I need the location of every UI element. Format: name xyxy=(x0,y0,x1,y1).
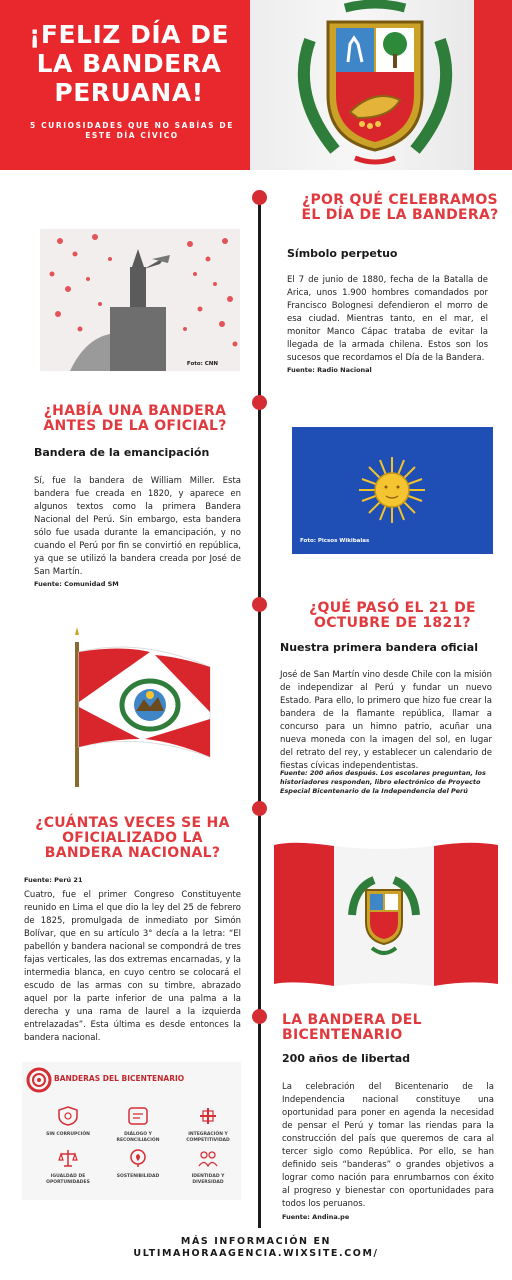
section-heading-4: ¿CUÁNTAS VECES SE HA OFICIALIZADO LA BANDERA NACIONAL? xyxy=(35,815,230,861)
section-heading-3: ¿QUÉ PASÓ EL 21 DE OCTUBRE DE 1821? xyxy=(309,600,476,631)
bicentenario-item-label: IGUALDAD DE OPORTUNIDADES xyxy=(46,1174,90,1185)
bicentenario-item-label: INTEGRACIÓN Y COMPETITIVIDAD xyxy=(186,1132,230,1143)
bicentenario-item xyxy=(40,1148,96,1186)
section-source-1: Fuente: Radio Nacional xyxy=(287,366,372,374)
bolognesi-monument-photo xyxy=(40,229,240,371)
section-subheading-5: 200 años de libertad xyxy=(282,1052,410,1065)
section-body-4: Cuatro, fue el primer Congreso Constituyente reunido en Lima el que dio la ley del 25 de febrero de 1825, promulgada de inmediato por Simón Bolívar, que en su artículo 3° decía a la letra: “El pabellón y bandera nacional se compondrá de tres fajas verticales, las dos extremas encarnadas, y la intermedia blanca, en cuyo centro se colocará el escudo de las armas con su timbre, abrazado aquel por la parte inferior de una palma a la derecha y una rama de laurel a la izquierda entrelazadas”. Esta última es desde entonces la bandera nacional. xyxy=(24,890,241,1043)
scales-icon xyxy=(57,1148,79,1168)
section-body-2: Sí, fue la bandera de William Miller. Esta bandera fue creada en 1820, y aparece en algunos textos como la primera Bandera Nacional del Perú. Sin embargo, esta bandera sólo fue usada durante la emancipación, y no cuando el Perú por fin se convirtió en república, ya que se utilizó la bandera creada por José de San Martín. xyxy=(34,476,241,577)
bicentenario-card-title: BANDERAS DEL BICENTENARIO xyxy=(54,1074,185,1083)
timeline-line xyxy=(258,198,261,1228)
page-subtitle: 5 CURIOSIDADES QUE NO SABÍAS DE ESTE DÍA CÍVICO xyxy=(30,121,234,140)
coat-of-arms-photo xyxy=(250,0,512,170)
section-heading-2: ¿HABÍA UNA BANDERA ANTES DE LA OFICIAL? xyxy=(43,403,227,434)
timeline-dot xyxy=(252,190,267,205)
section-subheading-2: Bandera de la emancipación xyxy=(34,446,210,459)
bicentenario-item-label: DIÁLOGO Y RECONCILIACIÓN xyxy=(116,1132,160,1143)
leaf-icon xyxy=(127,1148,149,1168)
section-subheading-3: Nuestra primera bandera oficial xyxy=(280,641,478,654)
section-heading-5: LA BANDERA DEL BICENTENARIO xyxy=(282,1012,422,1043)
section-source-2: Fuente: Comunidad SM xyxy=(34,580,119,588)
timeline-dot xyxy=(252,1009,267,1024)
bicentenario-item xyxy=(180,1106,236,1144)
bicentenario-item xyxy=(110,1148,166,1180)
photo-credit: Foto: CNN xyxy=(186,361,218,367)
bicentenario-item-label: SIN CORRUPCIÓN xyxy=(46,1132,90,1137)
page-title: ¡FELIZ DÍA DE LA BANDERA PERUANA! xyxy=(28,20,230,107)
section-heading-1: ¿POR QUÉ CELEBRAMOS EL DÍA DE LA BANDERA? xyxy=(301,192,499,223)
identity-icon xyxy=(197,1148,219,1168)
section-body-1: El 7 de junio de 1880, fecha de la Batalla de Arica, unos 1.900 hombres comandados por Francisco Bolognesi defendieron el morro de esa ciudad. Mientras tanto, en el mar, el monitor Manco Cápac trataba de evitar la llegada de la armada chilena. Estos son los sucesos que recordamos el Día de la Bandera. xyxy=(287,275,488,363)
bicentenario-logo-icon xyxy=(26,1067,52,1093)
bicentenario-card xyxy=(22,1062,241,1200)
header-banner xyxy=(0,0,512,170)
timeline-dot xyxy=(252,597,267,612)
section-body-3: José de San Martín vino desde Chile con la misión de independizar al Perú y fundar un nuevo Estado. Para ello, lo primero que hizo fue crear la bandera de la flamante república, llamar a concurso para un himno patrio, acuñar una nueva moneda con la imagen del sol, en lugar del retrato del rey, y establecer un calendario de fiestas cívicas independentistas. xyxy=(280,670,492,771)
integration-icon xyxy=(197,1106,219,1126)
dialogue-icon xyxy=(127,1106,149,1126)
national-flag-photo xyxy=(274,840,498,990)
section-source-3: Fuente: 200 años después. Los escolares preguntan, los historiadores responden, libro electrónico de Proyecto Especial Bicentenario de la Independencia del Perú xyxy=(280,769,486,795)
footer-website-link[interactable]: ULTIMAHORAAGENCIA.WIXSITE.COM/ xyxy=(133,1248,379,1259)
bicentenario-item xyxy=(40,1106,96,1138)
first-official-flag-illustration xyxy=(60,627,235,787)
shield-icon xyxy=(57,1106,79,1126)
bicentenario-item xyxy=(180,1148,236,1186)
section-source-5: Fuente: Andina.pe xyxy=(282,1213,350,1221)
bicentenario-item xyxy=(110,1106,166,1144)
bicentenario-item-label: IDENTIDAD Y DIVERSIDAD xyxy=(191,1174,225,1185)
footer xyxy=(0,1236,512,1260)
timeline-dot xyxy=(252,395,267,410)
photo-credit: Foto: Picsos Wikibalas xyxy=(300,538,370,544)
footer-line-1: MÁS INFORMACIÓN EN xyxy=(180,1236,332,1247)
miller-flag-photo xyxy=(292,427,493,554)
section-subheading-1: Símbolo perpetuo xyxy=(287,247,398,260)
section-source-4: Fuente: Perú 21 xyxy=(24,876,83,884)
timeline-dot xyxy=(252,801,267,816)
section-body-5: La celebración del Bicentenario de la Independencia nacional constituye una oportunidad para poner en agenda la necesidad de pensar el Perú y tomar las riendas para la construcción del país que queremos de cara al tercer siglo como República. Por ello, se han definido seis “banderas” o grandes objetivos a lograr como nación para enrumbarnos con éxito al progreso y bienestar con oportunidades para todos los peruanos. xyxy=(282,1082,494,1209)
bicentenario-item-label: SOSTENIBILIDAD xyxy=(116,1174,160,1179)
